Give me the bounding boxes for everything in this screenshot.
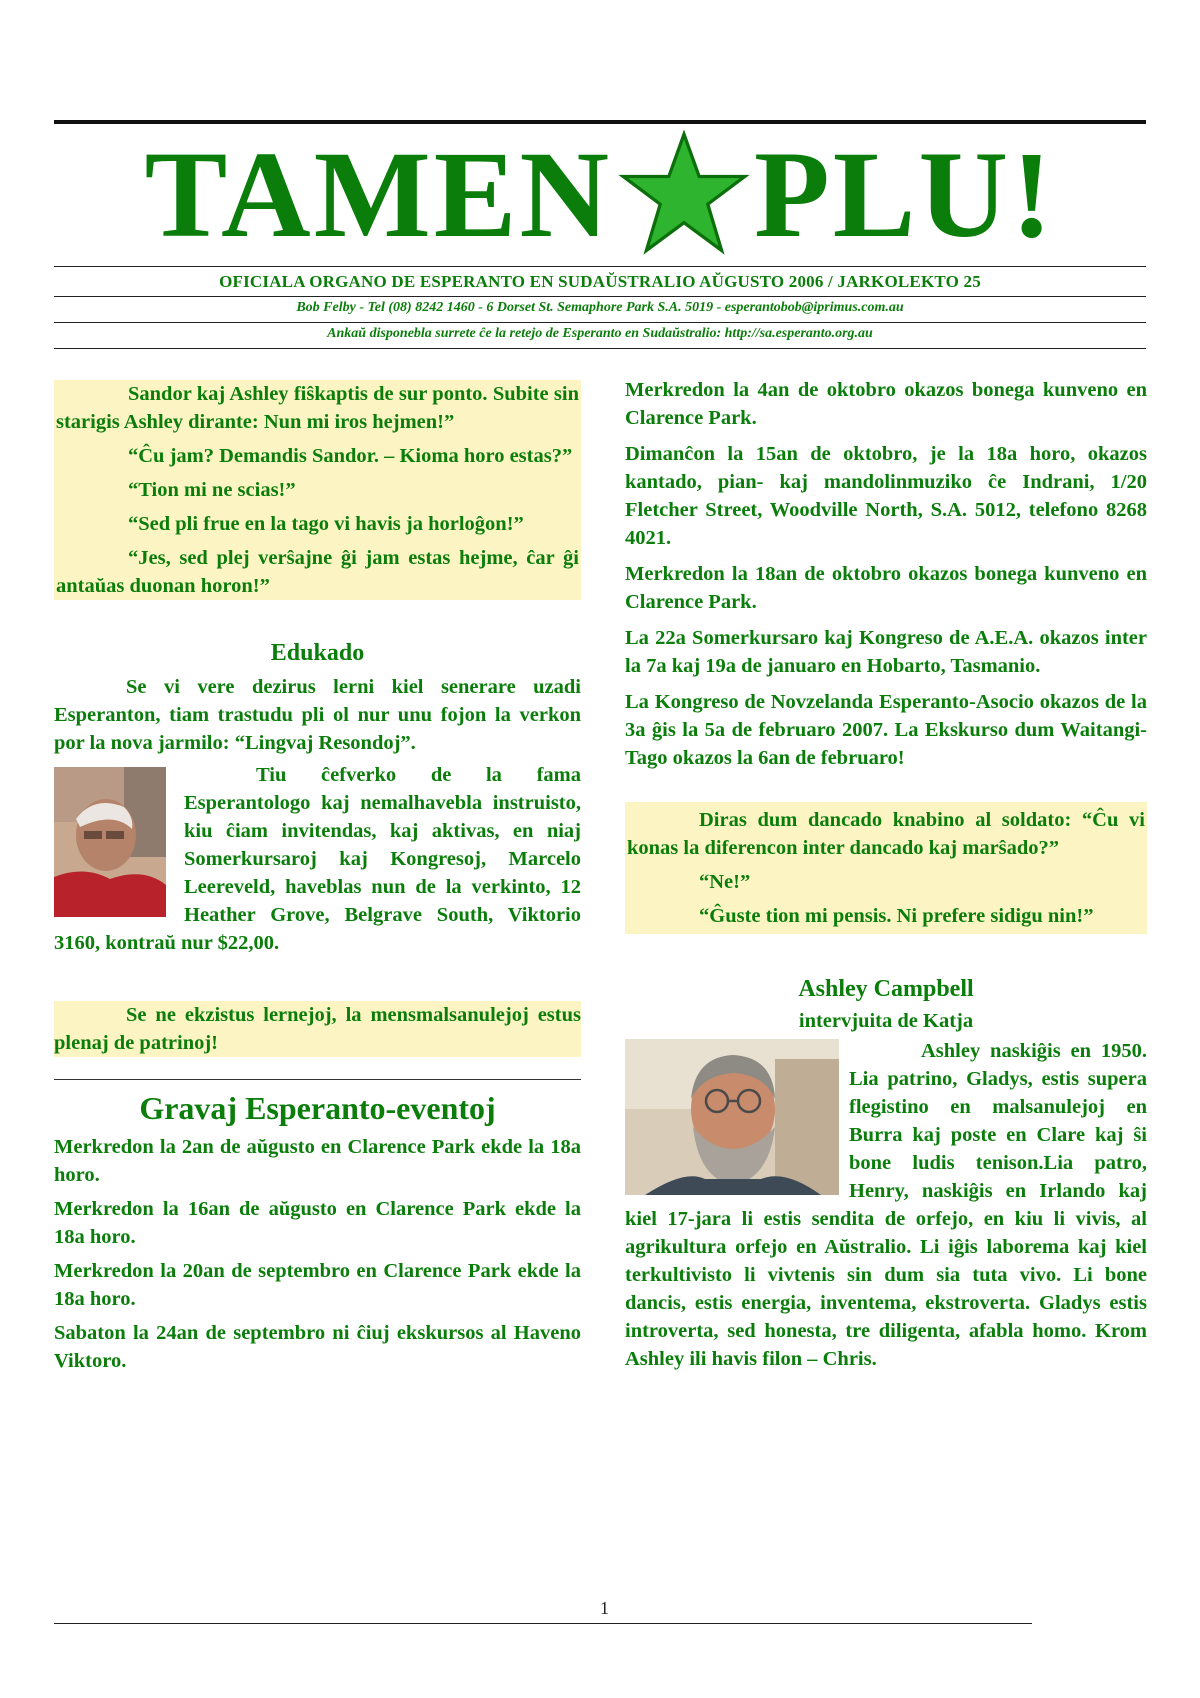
event-item: Merkredon la 16an de aŭgusto en Clarence Park ekde la 18a horo. xyxy=(54,1198,581,1248)
events-list-right xyxy=(625,376,1147,772)
masthead xyxy=(54,126,1146,263)
header-subtitle: OFICIALA ORGANO DE ESPERANTO EN SUDAŬSTRALIO AŬGUSTO 2006 / JARKOLEKTO 25 xyxy=(219,272,981,291)
joke2-paragraph: “Ne!” xyxy=(699,871,751,893)
joke1-paragraph: “Ĉu jam? Demandis Sandor. – Kioma horo estas?” xyxy=(128,445,573,467)
masthead-title-right: PLU! xyxy=(754,126,1056,263)
joke1-paragraph: “Jes, sed plej verŝajne ĝi jam estas hejme, ĉar ĝi antaŭas duonan horon!” xyxy=(56,547,579,597)
header-website: Ankaŭ disponebla surrete ĉe la retejo de Esperanto en Sudaŭstralio: http://sa.esperanto.org.au xyxy=(327,326,873,341)
joke1-paragraph: Sandor kaj Ashley fiŝkaptis de sur ponto. Subite sin starigis Ashley dirante: Nun mi iros hejmen!” xyxy=(56,383,579,433)
event-item: La Kongreso de Novzelanda Esperanto-Asocio okazos de la 3a ĝis la 5a de februaro 2007. La Ekskurso dum Waitangi-Tago okazos la 6an de februaro! xyxy=(625,691,1147,769)
interview-section xyxy=(625,976,1147,1373)
event-item: Merkredon la 2an de aŭgusto en Clarence Park ekde la 18a horo. xyxy=(54,1136,581,1186)
joke-box-fishing xyxy=(54,380,581,600)
edukado-heading: Edukado xyxy=(270,640,365,666)
event-item: Merkredon la 20an de septembro en Clarence Park ekde la 18a horo. xyxy=(54,1260,581,1310)
event-item: Dimanĉon la 15an de oktobro, je la 18a horo, okazos kantado, pian- kaj mandolinmuziko ĉe Indrani, 1/20 Fletcher Street, Woodville North, S.A. 5012, telefono 8268 4021. xyxy=(625,443,1147,549)
right-column xyxy=(625,376,1147,1373)
green-star-icon xyxy=(618,129,750,261)
notice-box xyxy=(54,1001,581,1057)
top-rule xyxy=(54,120,1146,124)
header-rule-4 xyxy=(54,348,1146,349)
edukado-with-photo xyxy=(54,761,581,957)
notice-text: Se ne ekzistus lernejoj, la mensmalsanulejoj estus plenaj de patrinoj! xyxy=(54,1004,581,1054)
events-heading: Gravaj Esperanto-eventoj xyxy=(139,1090,496,1126)
footer-rule xyxy=(54,1623,1032,1624)
joke2-paragraph: Diras dum dancado knabino al soldato: “Ĉu vi konas la diferencon inter dancado kaj marŝado?” xyxy=(627,809,1145,859)
portrait-ashley-icon xyxy=(625,1039,839,1195)
interview-title: Ashley Campbell xyxy=(798,976,974,1002)
events-list-left xyxy=(54,1133,581,1375)
joke1-paragraph: “Tion mi ne scias!” xyxy=(128,479,296,501)
header-rule-3 xyxy=(54,322,1146,323)
portrait-marcelo-icon xyxy=(54,767,166,917)
edukado-paragraph: Tiu ĉefverko de la fama Esperantologo kaj nemalhavebla instruisto, kiu ĉiam invitendas, kaj aktivas, en niaj Somerkursaroj kaj Kongresoj, Marcelo Leereveld, haveblas nun de la verkinto, 12 Heather Grove, Belgrave South, Viktorio 3160, kontraŭ nur $22,00. xyxy=(54,764,581,954)
header-rule-2 xyxy=(54,296,1146,297)
header-contact: Bob Felby - Tel (08) 8242 1460 - 6 Dorset St. Semaphore Park S.A. 5019 - esperantobob@iprimus.com.au xyxy=(296,300,904,315)
event-item: Merkredon la 4an de oktobro okazos bonega kunveno en Clarence Park. xyxy=(625,379,1147,429)
joke1-paragraph: “Sed pli frue en la tago vi havis ja horloĝon!” xyxy=(128,513,524,535)
edukado-paragraph: Se vi vere dezirus lerni kiel senerare uzadi Esperanton, tiam trastudu pli ol nur unu fojon la verkon por la nova jarmilo: “Lingvaj Resondoj”. xyxy=(54,676,581,754)
masthead-title-left: TAMEN xyxy=(144,126,613,263)
interview-text: Ashley naskiĝis en 1950. Lia patrino, Gladys, estis supera flegistino en malsanulejoj en Burra kaj poste en Clare kaj ŝi bone ludis tenison.Lia patro, Henry, naskiĝis en Irlando kaj kiel 17-jara li estis sendita de orfejo, en kiu li vivis, al agrikultura orfejo en Aŭstralio. Li iĝis laborema kaj kiel terkultivisto li vivtenis sin dum sia tuta vivo. Li bone dancis, estis energia, inventema, ekstroverta. Gladys estis introverta, sed honesta, tre diligenta, afabla homo. Krom Ashley ili havis filon – Chris. xyxy=(625,1040,1147,1370)
event-item: Sabaton la 24an de septembro ni ĉiuj ekskursos al Haveno Viktoro. xyxy=(54,1322,581,1372)
section-divider xyxy=(54,1079,581,1080)
left-column xyxy=(54,380,581,1381)
event-item: La 22a Somerkursaro kaj Kongreso de A.E.A. okazos inter la 7a kaj 19a de januaro en Hobarto, Tasmanio. xyxy=(625,627,1147,677)
joke-box-dancing xyxy=(625,802,1147,934)
page-number: 1 xyxy=(600,1598,609,1618)
interview-subtitle: intervjuita de Katja xyxy=(798,1010,974,1032)
header-rule-1 xyxy=(54,266,1146,267)
event-item: Merkredon la 18an de oktobro okazos bonega kunveno en Clarence Park. xyxy=(625,563,1147,613)
joke2-paragraph: “Ĝuste tion mi pensis. Ni prefere sidigu nin!” xyxy=(699,905,1094,927)
